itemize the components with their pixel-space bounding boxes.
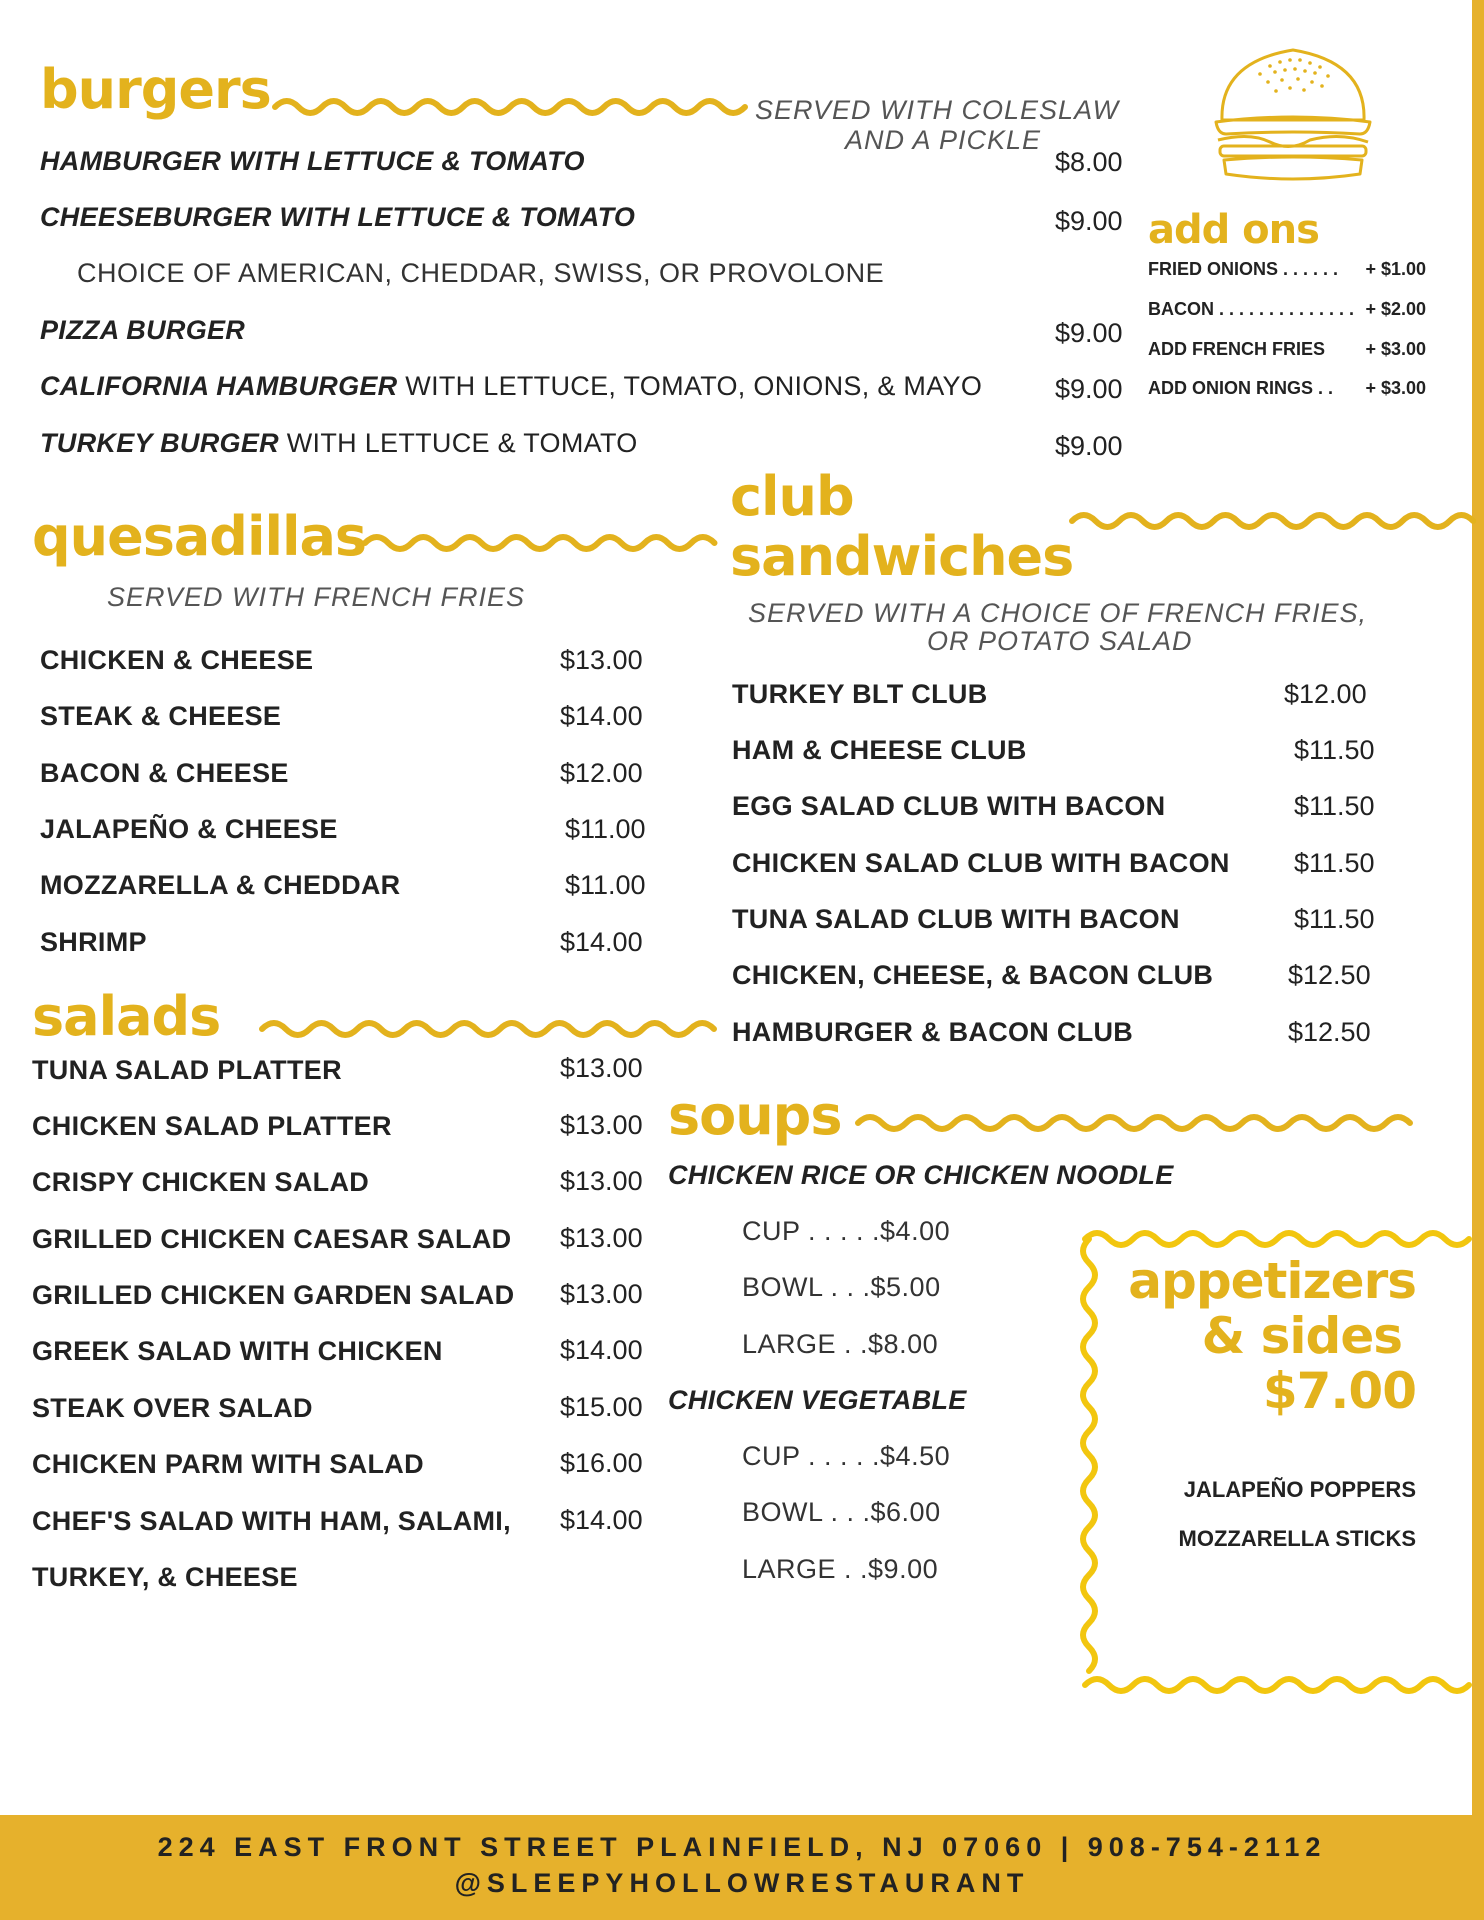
addon-price: + $3.00	[1365, 378, 1426, 398]
quesadilla-item-name: JALAPEÑO & CHEESE	[40, 814, 338, 844]
addon-row	[1148, 259, 1426, 280]
club-heading-line2: sandwiches	[730, 525, 1074, 588]
burger-icon	[1210, 42, 1376, 187]
quesadilla-item-price: $14.00	[560, 927, 643, 957]
burger-item-price: $9.00	[1055, 318, 1123, 348]
soup-name: CHICKEN VEGETABLE	[668, 1385, 967, 1415]
appetizer-item: JALAPEÑO POPPERS	[1183, 1477, 1416, 1502]
club-item-name: HAM & CHEESE CLUB	[732, 735, 1027, 765]
burger-item-name: PIZZA BURGER	[40, 315, 246, 345]
salad-item-name: STEAK OVER SALAD	[32, 1393, 313, 1423]
club-item-price: $11.50	[1294, 735, 1375, 765]
soup-size-price: LARGE . .$9.00	[742, 1554, 939, 1584]
club-item-name: CHICKEN, CHEESE, & BACON CLUB	[732, 960, 1214, 990]
club-item-price: $11.50	[1294, 904, 1375, 934]
appetizers-price: $7.00	[1262, 1362, 1416, 1420]
quesadilla-item-price: $11.00	[565, 870, 646, 900]
footer-bar	[0, 1815, 1484, 1920]
quesadillas-wave-divider	[365, 528, 715, 558]
burger-item-name: CHEESEBURGER WITH LETTUCE & TOMATO	[40, 202, 636, 232]
club-item-name: EGG SALAD CLUB WITH BACON	[732, 791, 1166, 821]
burger-item-name	[40, 428, 638, 459]
salad-item-name-continued: TURKEY, & CHEESE	[32, 1562, 298, 1592]
salad-item-price: $15.00	[560, 1392, 643, 1422]
burger-item-price: $9.00	[1055, 431, 1123, 461]
salad-item-price: $13.00	[560, 1110, 643, 1140]
quesadillas-subtitle: SERVED WITH FRENCH FRIES	[107, 582, 526, 612]
burger-item-description: WITH LETTUCE & TOMATO	[278, 428, 638, 458]
footer-address: 224 EAST FRONT STREET PLAINFIELD, NJ 07060 | 908-754-2112	[157, 1832, 1327, 1862]
salad-item-price: $14.00	[560, 1335, 643, 1365]
soup-size-price: CUP . . . . .$4.00	[742, 1216, 951, 1246]
club-item-name: TUNA SALAD CLUB WITH BACON	[732, 904, 1180, 934]
addon-label: ADD FRENCH FRIES	[1148, 339, 1326, 359]
burgers-subtitle-line2: AND A PICKLE	[845, 125, 1042, 155]
quesadilla-item-name: STEAK & CHEESE	[40, 701, 282, 731]
addon-row	[1148, 339, 1426, 360]
club-item-name: CHICKEN SALAD CLUB WITH BACON	[732, 848, 1230, 878]
club-item-price: $11.50	[1294, 848, 1375, 878]
club-item-name: TURKEY BLT CLUB	[732, 679, 988, 709]
addon-label: ADD ONION RINGS . .	[1148, 378, 1334, 398]
quesadilla-item-name: MOZZARELLA & CHEDDAR	[40, 870, 401, 900]
soup-size-price: CUP . . . . .$4.50	[742, 1441, 951, 1471]
burger-item-name-bold: CALIFORNIA HAMBURGER	[40, 371, 398, 401]
salad-item-price: $13.00	[560, 1053, 643, 1083]
addon-row	[1148, 378, 1426, 399]
salads-wave-divider	[262, 1014, 714, 1044]
burger-item-name-bold: TURKEY BURGER	[40, 428, 279, 458]
addons-heading: add ons	[1148, 207, 1319, 253]
salad-item-name: GREEK SALAD WITH CHICKEN	[32, 1336, 443, 1366]
burger-item-description: WITH LETTUCE, TOMATO, ONIONS, & MAYO	[397, 371, 983, 401]
soup-name: CHICKEN RICE OR CHICKEN NOODLE	[668, 1160, 1174, 1190]
quesadilla-item-price: $12.00	[560, 758, 643, 788]
salad-item-price: $16.00	[560, 1448, 643, 1478]
quesadilla-item-name: BACON & CHEESE	[40, 758, 289, 788]
salads-heading: salads	[32, 985, 221, 1048]
quesadilla-item-name: SHRIMP	[40, 927, 147, 957]
salad-item-name: CHEF'S SALAD WITH HAM, SALAMI,	[32, 1506, 511, 1536]
salad-item-price: $13.00	[560, 1279, 643, 1309]
appetizers-heading-line1: appetizers	[1128, 1252, 1416, 1310]
appetizer-item: MOZZARELLA STICKS	[1178, 1526, 1416, 1551]
burger-item-price: $9.00	[1055, 374, 1123, 404]
soup-size-price: BOWL . . .$6.00	[742, 1497, 941, 1527]
burgers-wave-divider	[275, 92, 745, 122]
club-heading-line1: club	[730, 465, 854, 528]
salad-item-name: GRILLED CHICKEN GARDEN SALAD	[32, 1280, 515, 1310]
club-item-price: $11.50	[1294, 791, 1375, 821]
addon-label: BACON . . . . . . . . . . . . . .	[1148, 299, 1355, 319]
salad-item-price: $13.00	[560, 1223, 643, 1253]
club-item-name: HAMBURGER & BACON CLUB	[732, 1017, 1134, 1047]
burger-item-price: $9.00	[1055, 206, 1123, 236]
salad-item-name: TUNA SALAD PLATTER	[32, 1055, 342, 1085]
club-item-price: $12.50	[1288, 960, 1371, 990]
quesadillas-heading: quesadillas	[32, 505, 367, 568]
quesadilla-item-name: CHICKEN & CHEESE	[40, 645, 314, 675]
soup-size-price: BOWL . . .$5.00	[742, 1272, 941, 1302]
salad-item-price: $13.00	[560, 1166, 643, 1196]
club-subtitle-line1: SERVED WITH A CHOICE OF FRENCH FRIES,	[748, 598, 1368, 628]
soup-size-price: LARGE . .$8.00	[742, 1329, 939, 1359]
appetizers-heading-line2: & sides	[1201, 1307, 1402, 1365]
salad-item-name: CHICKEN SALAD PLATTER	[32, 1111, 392, 1141]
salad-item-price: $14.00	[560, 1505, 643, 1535]
burgers-heading: burgers	[40, 58, 271, 121]
footer-social-handle: @SLEEPYHOLLOWRESTAURANT	[454, 1868, 1030, 1898]
burger-item-name: HAMBURGER WITH LETTUCE & TOMATO	[40, 146, 585, 176]
soups-wave-divider	[858, 1108, 1410, 1138]
addon-label: FRIED ONIONS . . . . . .	[1148, 259, 1339, 279]
club-item-price: $12.50	[1288, 1017, 1371, 1047]
club-item-price: $12.00	[1284, 679, 1367, 709]
burger-item-name	[40, 371, 982, 402]
burger-item-price: $8.00	[1055, 147, 1123, 177]
addon-price: + $3.00	[1365, 339, 1426, 359]
addon-price: + $1.00	[1365, 259, 1426, 279]
quesadilla-item-price: $11.00	[565, 814, 646, 844]
salad-item-name: CHICKEN PARM WITH SALAD	[32, 1449, 424, 1479]
quesadilla-item-price: $14.00	[560, 701, 643, 731]
addon-price: + $2.00	[1365, 299, 1426, 319]
soups-heading: soups	[668, 1084, 842, 1147]
salad-item-name: GRILLED CHICKEN CAESAR SALAD	[32, 1224, 512, 1254]
salad-item-name: CRISPY CHICKEN SALAD	[32, 1167, 370, 1197]
burgers-subtitle-line1: SERVED WITH COLESLAW	[755, 95, 1120, 125]
addon-row	[1148, 299, 1426, 320]
cheese-choice-note: CHOICE OF AMERICAN, CHEDDAR, SWISS, OR PROVOLONE	[77, 258, 885, 288]
club-wave-divider	[1072, 506, 1474, 536]
club-subtitle-line2: OR POTATO SALAD	[927, 626, 1193, 656]
quesadilla-item-price: $13.00	[560, 645, 643, 675]
